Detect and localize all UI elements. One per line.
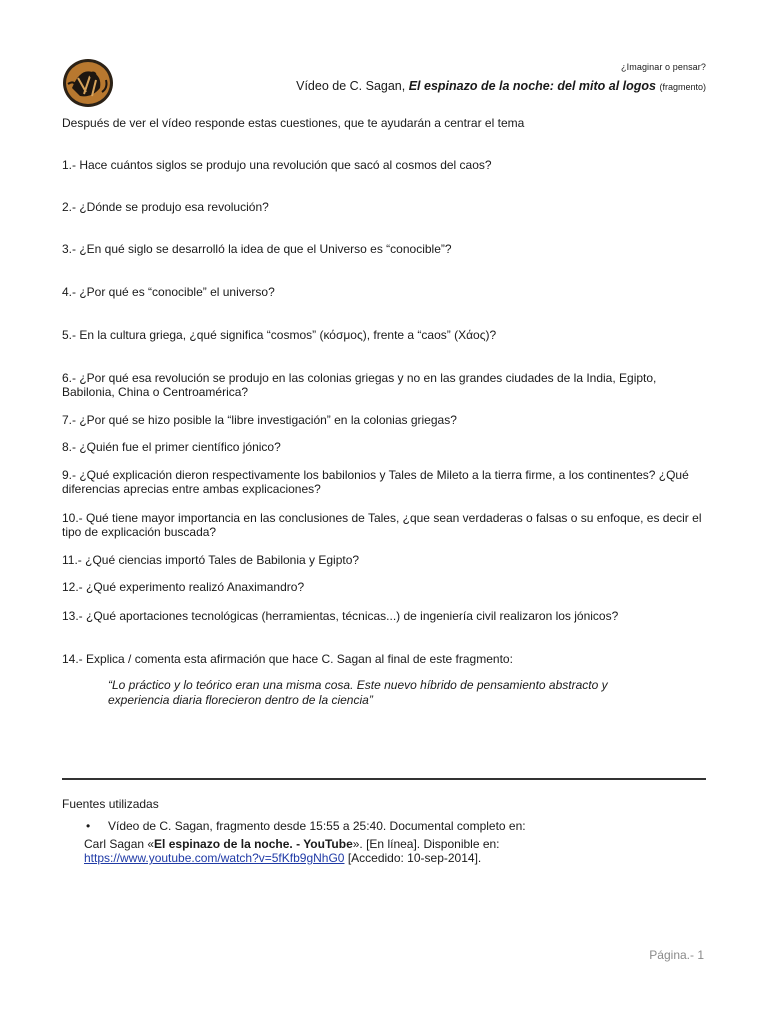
question-9: 9.- ¿Qué explicación dieron respectivamente los babilonios y Tales de Mileto a la tierra firme, a los continentes? ¿Qué diferencias aprecias entre ambas explicaciones? [62,468,689,496]
question-7: 7.- ¿Por qué se hizo posible la “libre investigación” en la colonias griegas? [62,413,457,427]
document-title [296,79,706,93]
question-5: 5.- En la cultura griega, ¿qué significa “cosmos” (κόσμος), frente a “caos” (Χάος)? [62,328,497,342]
sources-title: Fuentes utilizadas [62,797,159,811]
question-2: 2.- ¿Dónde se produjo esa revolución? [62,200,269,214]
intro-text: Después de ver el vídeo responde estas cuestiones, que te ayudarán a centrar el tema [62,116,525,130]
title-main: El espinazo de la noche: del mito al logos [408,79,656,93]
cite-accessed: [Accedido: 10-sep-2014]. [344,851,482,865]
title-suffix: (fragmento) [659,82,706,92]
cite-middle: ». [En línea]. Disponible en: [352,837,500,851]
cite-prefix: Carl Sagan « [84,837,155,851]
question-13: 13.- ¿Qué aportaciones tecnológicas (herramientas, técnicas...) de ingeniería civil realizaron los jónicos? [62,609,619,623]
section-divider [62,778,706,780]
sagan-quote: “Lo práctico y lo teórico eran una misma cosa. Este nuevo híbrido de pensamiento abstracto y experiencia diaria florecieron dentro de la ciencia” [108,678,608,707]
question-12: 12.- ¿Qué experimento realizó Anaximandro? [62,580,305,594]
youtube-link[interactable]: https://www.youtube.com/watch?v=5fKfb9gNhG0 [84,851,345,865]
citation [84,837,704,865]
question-10: 10.- Qué tiene mayor importancia en las conclusiones de Tales, ¿que sean verdaderas o falsas o su enfoque, es decir el tipo de explicación buscada? [62,511,702,539]
question-11: 11.- ¿Qué ciencias importó Tales de Babilonia y Egipto? [62,553,360,567]
question-4: 4.- ¿Por qué es “conocible” el universo? [62,285,275,299]
bullet-icon: • [86,819,91,833]
sources-item-text: Vídeo de C. Sagan, fragmento desde 15:55 a 25:40. Documental completo en: [108,819,526,833]
question-8: 8.- ¿Quién fue el primer científico jónico? [62,440,281,454]
title-prefix: Vídeo de C. Sagan, [296,79,409,93]
question-14: 14.- Explica / comenta esta afirmación que hace C. Sagan al final de este fragmento: [62,652,513,666]
question-6: 6.- ¿Por qué esa revolución se produjo en las colonias griegas y no en las grandes ciudades de la India, Egipto, Babilonia, China o Centroamérica? [62,371,657,399]
page-number: Página.- 1 [649,948,704,962]
greek-pottery-logo-icon [62,58,114,108]
sources-item [86,819,526,833]
question-3: 3.- ¿En qué siglo se desarrolló la idea de que el Universo es “conocible”? [62,242,452,256]
cite-title: El espinazo de la noche. - YouTube [154,837,353,851]
header-kicker: ¿Imaginar o pensar? [621,62,706,72]
question-1: 1.- Hace cuántos siglos se produjo una revolución que sacó al cosmos del caos? [62,158,492,172]
